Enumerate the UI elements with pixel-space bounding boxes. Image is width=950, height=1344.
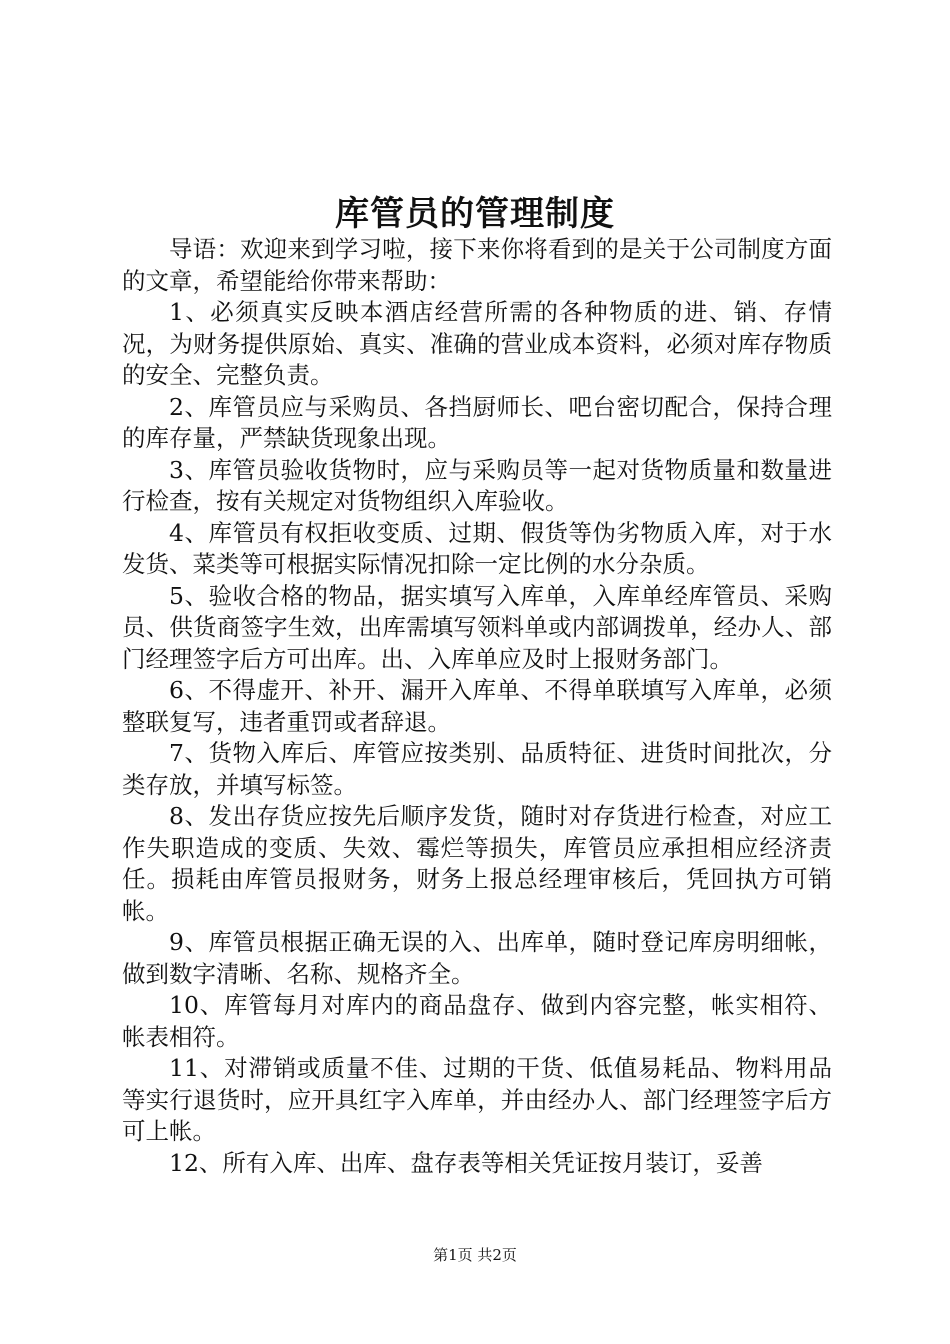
rule-paragraph-4: 4、库管员有权拒收变质、过期、假货等伪劣物质入库，对于水发货、菜类等可根据实际情况扣除一定比例的水分杂质。 [122,518,832,578]
document-title: 库管员的管理制度 [335,194,615,234]
rule-paragraph-1: 1、必须真实反映本酒店经营所需的各种物质的进、销、存情况，为财务提供原始、真实、准确的营业成本资料，必须对库存物质的安全、完整负责。 [122,298,832,389]
rule-paragraph-10: 10、库管每月对库内的商品盘存、做到内容完整，帐实相符、帐表相符。 [122,991,832,1051]
rule-paragraph-6: 6、不得虚开、补开、漏开入库单、不得单联填写入库单，必须整联复写，违者重罚或者辞退。 [122,676,832,736]
rule-paragraph-2: 2、库管员应与采购员、各挡厨师长、吧台密切配合，保持合理的库存量，严禁缺货现象出现。 [122,392,832,452]
page-number-footer: 第1页 共2页 [433,1246,517,1264]
intro-paragraph: 导语：欢迎来到学习啦，接下来你将看到的是关于公司制度方面的文章，希望能给你带来帮助： [122,235,832,295]
rule-paragraph-5: 5、验收合格的物品，据实填写入库单，入库单经库管员、采购员、供货商签字生效，出库需填写领料单或内部调拨单，经办人、部门经理签字后方可出库。出、入库单应及时上报财务部门。 [122,581,832,673]
document-body [122,234,832,1179]
rule-paragraph-9: 9、库管员根据正确无误的入、出库单，随时登记库房明细帐，做到数字清晰、名称、规格齐全。 [122,928,832,988]
rule-paragraph-8: 8、发出存货应按先后顺序发货，随时对存货进行检查，对应工作失职造成的变质、失效、霉烂等损失，库管员应承担相应经济责任。损耗由库管员报财务，财务上报总经理审核后，凭回执方可销帐。 [122,802,832,925]
rule-paragraph-11: 11、对滞销或质量不佳、过期的干货、低值易耗品、物料用品等实行退货时，应开具红字入库单，并由经办人、部门经理签字后方可上帐。 [122,1054,832,1145]
rule-paragraph-7: 7、货物入库后、库管应按类别、品质特征、进货时间批次，分类存放，并填写标签。 [122,739,832,799]
rule-paragraph-12: 12、所有入库、出库、盘存表等相关凭证按月装订，妥善 [169,1148,763,1177]
rule-paragraph-3: 3、库管员验收货物时，应与采购员等一起对货物质量和数量进行检查，按有关规定对货物组织入库验收。 [122,455,832,515]
